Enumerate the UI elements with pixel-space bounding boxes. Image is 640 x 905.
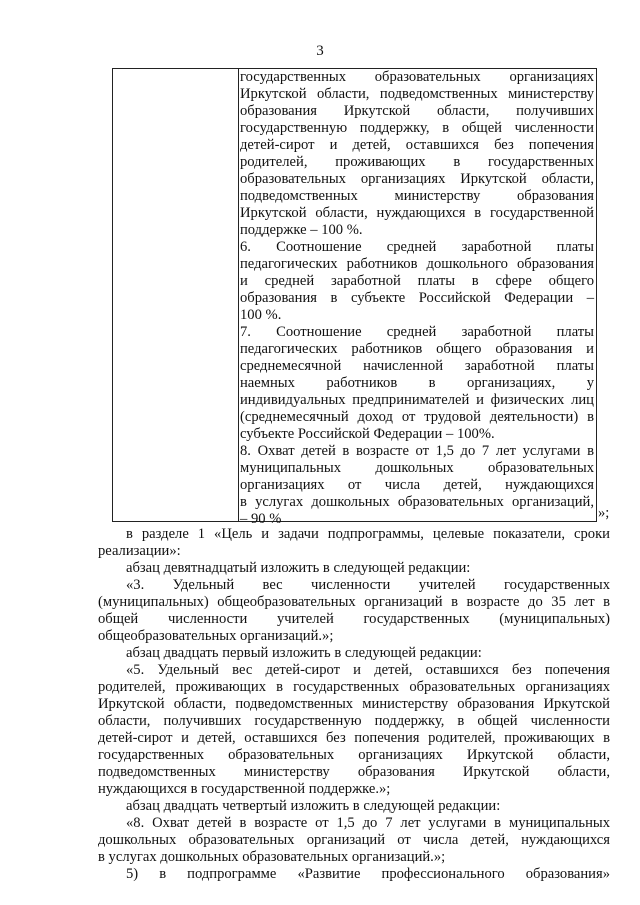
amendment-text	[98, 526, 610, 883]
body-line: абзац двадцать первый изложить в следующей редакции:	[126, 645, 482, 661]
table-line: в услугах дошкольных образовательных организаций,	[240, 494, 594, 510]
body-line: (муниципальных) общеобразовательных организаций в возрасте до 35 лет в	[98, 594, 610, 610]
table-line: государственных образовательных организациях	[240, 69, 594, 85]
indicators-table	[112, 68, 597, 527]
table-line: образования Иркутской области, получивших	[240, 103, 594, 119]
table-line: детей-сирот и детей, оставшихся без попечения	[240, 137, 594, 153]
table-text-cell	[240, 69, 594, 528]
table-column-divider	[238, 69, 239, 521]
table-line: – 90 %	[240, 511, 282, 527]
body-line: области, получивших государственную поддержку, в общей численности	[98, 713, 610, 729]
body-line: «8. Охват детей в возрасте от 1,5 до 7 лет услугами в муниципальных	[126, 815, 610, 831]
table-line: наемных работников в организациях, у	[240, 375, 594, 391]
page-number: 3	[316, 43, 324, 59]
table-line: индивидуальных предпринимателей и физических лиц	[240, 392, 594, 408]
table-line: муниципальных дошкольных образовательных	[240, 460, 594, 476]
table-line: 7. Соотношение средней заработной платы	[240, 324, 594, 340]
body-line: детей-сирот и детей, оставшихся без попечения родителей, проживающих в	[98, 730, 610, 746]
table-line: и средней заработной платы в сфере общего	[240, 273, 594, 289]
body-line: Иркутской области, подведомственных министерству образования Иркутской	[98, 696, 610, 712]
table-line: государственную поддержку, в общей численности	[240, 120, 594, 136]
table-line: Иркутской области, подведомственных министерству	[240, 86, 594, 102]
table-line: среднемесячной начисленной заработной платы	[240, 358, 594, 374]
table-line: образования в субъекте Российской Федерации –	[240, 290, 594, 306]
table-line: (среднемесячный доход от трудовой деятельности) в	[240, 409, 594, 425]
table-line: поддержке – 100 %.	[240, 222, 363, 238]
table-line: организациях от числа детей, нуждающихся	[240, 477, 594, 493]
body-line: общеобразовательных организаций.»;	[98, 628, 334, 644]
body-line: реализации»:	[98, 543, 181, 559]
body-line: в разделе 1 «Цель и задачи подпрограммы, целевые показатели, сроки	[126, 526, 610, 542]
body-line: в услугах дошкольных образовательных организаций.»;	[98, 849, 446, 865]
table-closing-quote: »;	[598, 505, 610, 521]
table-line: образовательных организациях Иркутской области,	[240, 171, 594, 187]
body-line: абзац двадцать четвертый изложить в следующей редакции:	[126, 798, 501, 814]
body-line: нуждающихся в государственной поддержке.»;	[98, 781, 391, 797]
table-line: 6. Соотношение средней заработной платы	[240, 239, 594, 255]
body-line: дошкольных образовательных организаций от числа детей, нуждающихся	[98, 832, 610, 848]
body-line: 5) в подпрограмме «Развитие профессионального образования»	[126, 866, 610, 882]
body-line: подведомственных министерству образования Иркутской области,	[98, 764, 610, 780]
body-line: «5. Удельный вес детей-сирот и детей, оставшихся без попечения	[126, 662, 610, 678]
table-line: педагогических работников общего образования и	[240, 341, 594, 357]
body-line: «3. Удельный вес численности учителей государственных	[126, 577, 610, 593]
body-line: государственных образовательных организациях Иркутской области,	[98, 747, 610, 763]
table-line: субъекте Российской Федерации – 100%.	[240, 426, 495, 442]
body-line: абзац девятнадцатый изложить в следующей редакции:	[126, 560, 471, 576]
body-line: общей численности учителей государственных (муниципальных)	[98, 611, 610, 627]
table-line: Иркутской области, нуждающихся в государственной	[240, 205, 594, 221]
body-line: родителей, проживающих в государственных образовательных организациях	[98, 679, 610, 695]
table-line: 100 %.	[240, 307, 282, 323]
table-line: педагогических работников дошкольного образования	[240, 256, 594, 272]
table-line: 8. Охват детей в возрасте от 1,5 до 7 лет услугами в	[240, 443, 594, 459]
table-line: подведомственных министерству образования	[240, 188, 594, 204]
table-line: родителей, проживающих в государственных	[240, 154, 594, 170]
